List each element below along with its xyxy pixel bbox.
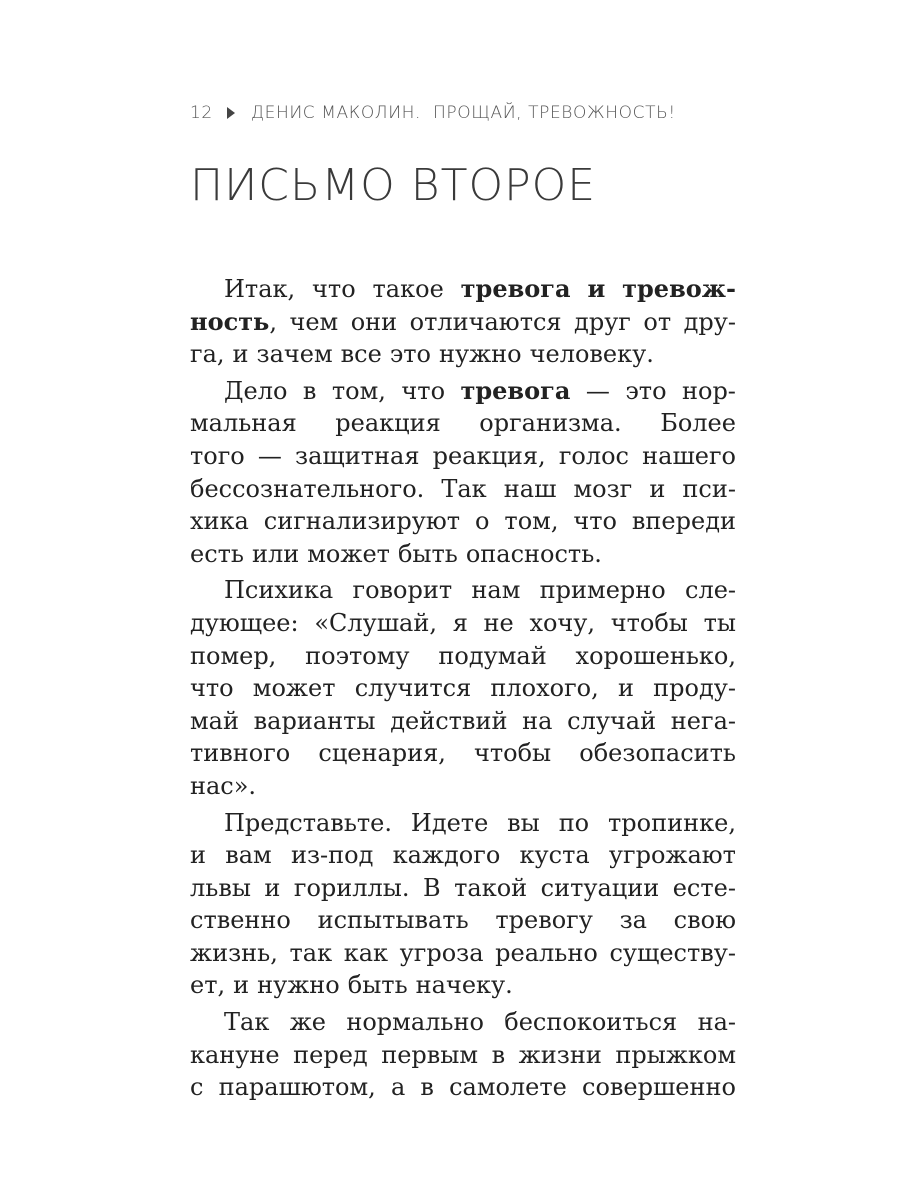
word: не bbox=[483, 608, 514, 637]
paragraph bbox=[190, 807, 736, 1003]
word: каждого bbox=[392, 841, 501, 870]
word: быть bbox=[347, 971, 408, 1000]
text-line bbox=[190, 969, 736, 1002]
word: и bbox=[232, 340, 249, 369]
word: случай bbox=[567, 706, 657, 735]
text-line bbox=[190, 904, 736, 937]
word: за bbox=[619, 906, 647, 935]
word: так bbox=[289, 938, 333, 967]
word: существу- bbox=[609, 938, 736, 967]
text-line bbox=[190, 737, 736, 770]
word: примерно bbox=[539, 576, 666, 605]
word: от bbox=[643, 307, 672, 336]
word: ты bbox=[703, 608, 736, 637]
text-line bbox=[190, 839, 736, 872]
word: хика bbox=[190, 507, 249, 536]
word: угроза bbox=[399, 938, 484, 967]
word: Итак, bbox=[224, 275, 296, 303]
word: гориллы. bbox=[293, 873, 410, 902]
word: Представьте. bbox=[224, 808, 392, 837]
word: тревога bbox=[460, 375, 571, 405]
word: тревож- bbox=[622, 274, 736, 303]
word: подумай bbox=[438, 641, 547, 670]
word: угрожают bbox=[608, 841, 736, 870]
word: первым bbox=[381, 1040, 479, 1069]
word: нашего bbox=[642, 441, 736, 470]
body-text bbox=[190, 273, 736, 1108]
word: начеку. bbox=[415, 971, 513, 1000]
word: В bbox=[423, 873, 441, 902]
word: я bbox=[452, 608, 468, 637]
word: том, bbox=[504, 507, 559, 536]
word: и bbox=[190, 841, 206, 870]
word: и bbox=[587, 274, 606, 303]
word: Идете bbox=[410, 808, 489, 837]
word: жизни bbox=[518, 1040, 602, 1069]
word: вы bbox=[507, 808, 540, 837]
word: того bbox=[190, 441, 245, 470]
word: том, bbox=[331, 376, 386, 405]
text-line bbox=[190, 705, 736, 738]
word: друг bbox=[574, 307, 631, 336]
word: все bbox=[340, 340, 382, 369]
word: нормально bbox=[346, 1008, 484, 1037]
word: жизнь, bbox=[190, 938, 278, 967]
word: из-под bbox=[290, 841, 374, 870]
word: они bbox=[350, 307, 398, 336]
word: говорит bbox=[352, 576, 453, 605]
word: дующее: bbox=[190, 608, 299, 637]
word: га, bbox=[190, 340, 225, 369]
word: и bbox=[233, 971, 250, 1000]
word: пси- bbox=[682, 474, 736, 503]
word: такое bbox=[372, 275, 444, 303]
text-line bbox=[190, 607, 736, 640]
word: хочу, bbox=[529, 608, 596, 637]
word: что bbox=[573, 507, 617, 536]
paragraph bbox=[190, 375, 736, 571]
text-line bbox=[190, 574, 736, 607]
word: и bbox=[649, 474, 666, 503]
word: хорошенько, bbox=[575, 641, 736, 670]
word: «Слушай, bbox=[314, 608, 437, 637]
text-line bbox=[190, 538, 736, 571]
word: чтобы bbox=[610, 608, 688, 637]
text-line bbox=[190, 306, 736, 339]
word: по bbox=[558, 808, 590, 837]
word: нор- bbox=[682, 376, 736, 405]
word: с bbox=[190, 1073, 204, 1102]
page-number: 12 bbox=[190, 103, 213, 123]
word: нужно bbox=[257, 971, 340, 1000]
text-line bbox=[190, 338, 736, 371]
word: ность, bbox=[190, 306, 277, 336]
word: — bbox=[585, 376, 610, 405]
word: тревогу bbox=[495, 906, 593, 935]
word: как bbox=[343, 938, 389, 967]
paragraph bbox=[190, 273, 736, 371]
word: отличаются bbox=[409, 307, 562, 336]
text-line bbox=[190, 375, 736, 408]
word: тревога bbox=[460, 274, 571, 303]
word: помер, bbox=[190, 641, 277, 670]
word: — bbox=[257, 441, 282, 470]
word: и bbox=[264, 873, 281, 902]
word: совершенно bbox=[582, 1073, 736, 1102]
word: человеку. bbox=[529, 340, 654, 369]
word: реакция, bbox=[432, 441, 546, 470]
word: тропинке, bbox=[608, 808, 736, 837]
word: свою bbox=[673, 906, 736, 935]
triangle-marker-icon bbox=[227, 107, 235, 119]
word: что bbox=[401, 376, 446, 405]
word: мальная bbox=[190, 409, 297, 438]
word: может bbox=[252, 674, 336, 703]
word: опасность. bbox=[465, 539, 602, 568]
word: парашютом, bbox=[218, 1073, 376, 1102]
word: бессознательного. bbox=[190, 474, 425, 503]
text-line bbox=[190, 273, 736, 306]
word: плохого, bbox=[490, 674, 599, 703]
running-head-author: ДЕНИС МАКОЛИН bbox=[250, 103, 416, 123]
word: перед bbox=[293, 1040, 368, 1069]
text-line bbox=[190, 473, 736, 506]
word: самолете bbox=[449, 1073, 567, 1102]
word: сценария, bbox=[318, 739, 446, 768]
word: Более bbox=[660, 409, 736, 438]
word: нужно bbox=[438, 340, 522, 369]
word: а bbox=[390, 1073, 406, 1102]
word: о bbox=[475, 507, 490, 536]
text-line bbox=[190, 1039, 736, 1072]
text-line bbox=[190, 1071, 736, 1104]
word: куста bbox=[519, 841, 590, 870]
word: на- bbox=[697, 1008, 736, 1037]
running-head-separator: . bbox=[415, 103, 422, 123]
word: сле- bbox=[685, 576, 736, 605]
word: организма. bbox=[479, 409, 622, 438]
word: что bbox=[190, 674, 234, 703]
word: вам bbox=[225, 841, 272, 870]
word: кануне bbox=[190, 1040, 280, 1069]
text-line bbox=[190, 807, 736, 840]
word: же bbox=[289, 1008, 326, 1037]
word: Психика bbox=[224, 576, 334, 605]
word: быть bbox=[397, 539, 458, 568]
word: реакция bbox=[335, 409, 441, 438]
word: или bbox=[252, 539, 300, 568]
word: наш bbox=[503, 474, 557, 503]
text-line bbox=[190, 505, 736, 538]
word: испытывать bbox=[317, 906, 469, 935]
word: май bbox=[190, 706, 239, 735]
word: в bbox=[491, 1040, 506, 1069]
text-line bbox=[190, 640, 736, 673]
text-line bbox=[190, 672, 736, 705]
word: львы bbox=[190, 873, 251, 902]
word: на bbox=[522, 706, 553, 735]
text-line bbox=[190, 770, 736, 803]
word: это bbox=[625, 376, 667, 405]
word: тивного bbox=[190, 739, 291, 768]
word: нас». bbox=[190, 771, 257, 800]
word: в bbox=[420, 1073, 434, 1102]
paragraph bbox=[190, 1006, 736, 1104]
word: беспокоиться bbox=[504, 1008, 678, 1037]
word: голос bbox=[558, 441, 629, 470]
word: реально bbox=[495, 938, 598, 967]
text-line bbox=[190, 440, 736, 473]
word: сигнализируют bbox=[263, 507, 461, 536]
text-line bbox=[190, 407, 736, 440]
text-line bbox=[190, 937, 736, 970]
text-line bbox=[190, 872, 736, 905]
word: мозг bbox=[573, 474, 633, 503]
word: случится bbox=[354, 674, 472, 703]
word: впереди bbox=[631, 507, 736, 536]
running-head-book-title: ПРОЩАЙ, ТРЕВОЖНОСТЬ! bbox=[433, 103, 676, 123]
word: чтобы bbox=[474, 739, 552, 768]
text-line bbox=[190, 1006, 736, 1039]
word: прыжком bbox=[615, 1040, 736, 1069]
word: ситуации bbox=[540, 873, 660, 902]
chapter-title: ПИСЬМО ВТОРОЕ bbox=[190, 160, 597, 211]
word: может bbox=[307, 539, 390, 568]
word: и bbox=[617, 674, 634, 703]
word: проду- bbox=[653, 674, 736, 703]
word: ет, bbox=[190, 971, 226, 1000]
word: Так bbox=[441, 474, 487, 503]
word: есть bbox=[190, 539, 244, 568]
word: что bbox=[312, 275, 356, 303]
word: зачем bbox=[256, 340, 333, 369]
word: варианты bbox=[253, 706, 376, 735]
word: защитная bbox=[295, 441, 420, 470]
word: Дело bbox=[224, 376, 288, 405]
word: есте- bbox=[672, 873, 736, 902]
word: ственно bbox=[190, 906, 291, 935]
word: действий bbox=[390, 706, 508, 735]
word: обезопасить bbox=[579, 739, 736, 768]
word: нега- bbox=[670, 706, 736, 735]
paragraph bbox=[190, 574, 736, 802]
word: в bbox=[302, 376, 317, 405]
word: дру- bbox=[683, 307, 736, 336]
word: такой bbox=[454, 873, 528, 902]
word: чем bbox=[289, 307, 339, 336]
word: это bbox=[389, 340, 431, 369]
word: нам bbox=[471, 576, 521, 605]
word: Так bbox=[224, 1008, 270, 1037]
word: поэтому bbox=[305, 641, 410, 670]
running-head bbox=[190, 101, 676, 125]
